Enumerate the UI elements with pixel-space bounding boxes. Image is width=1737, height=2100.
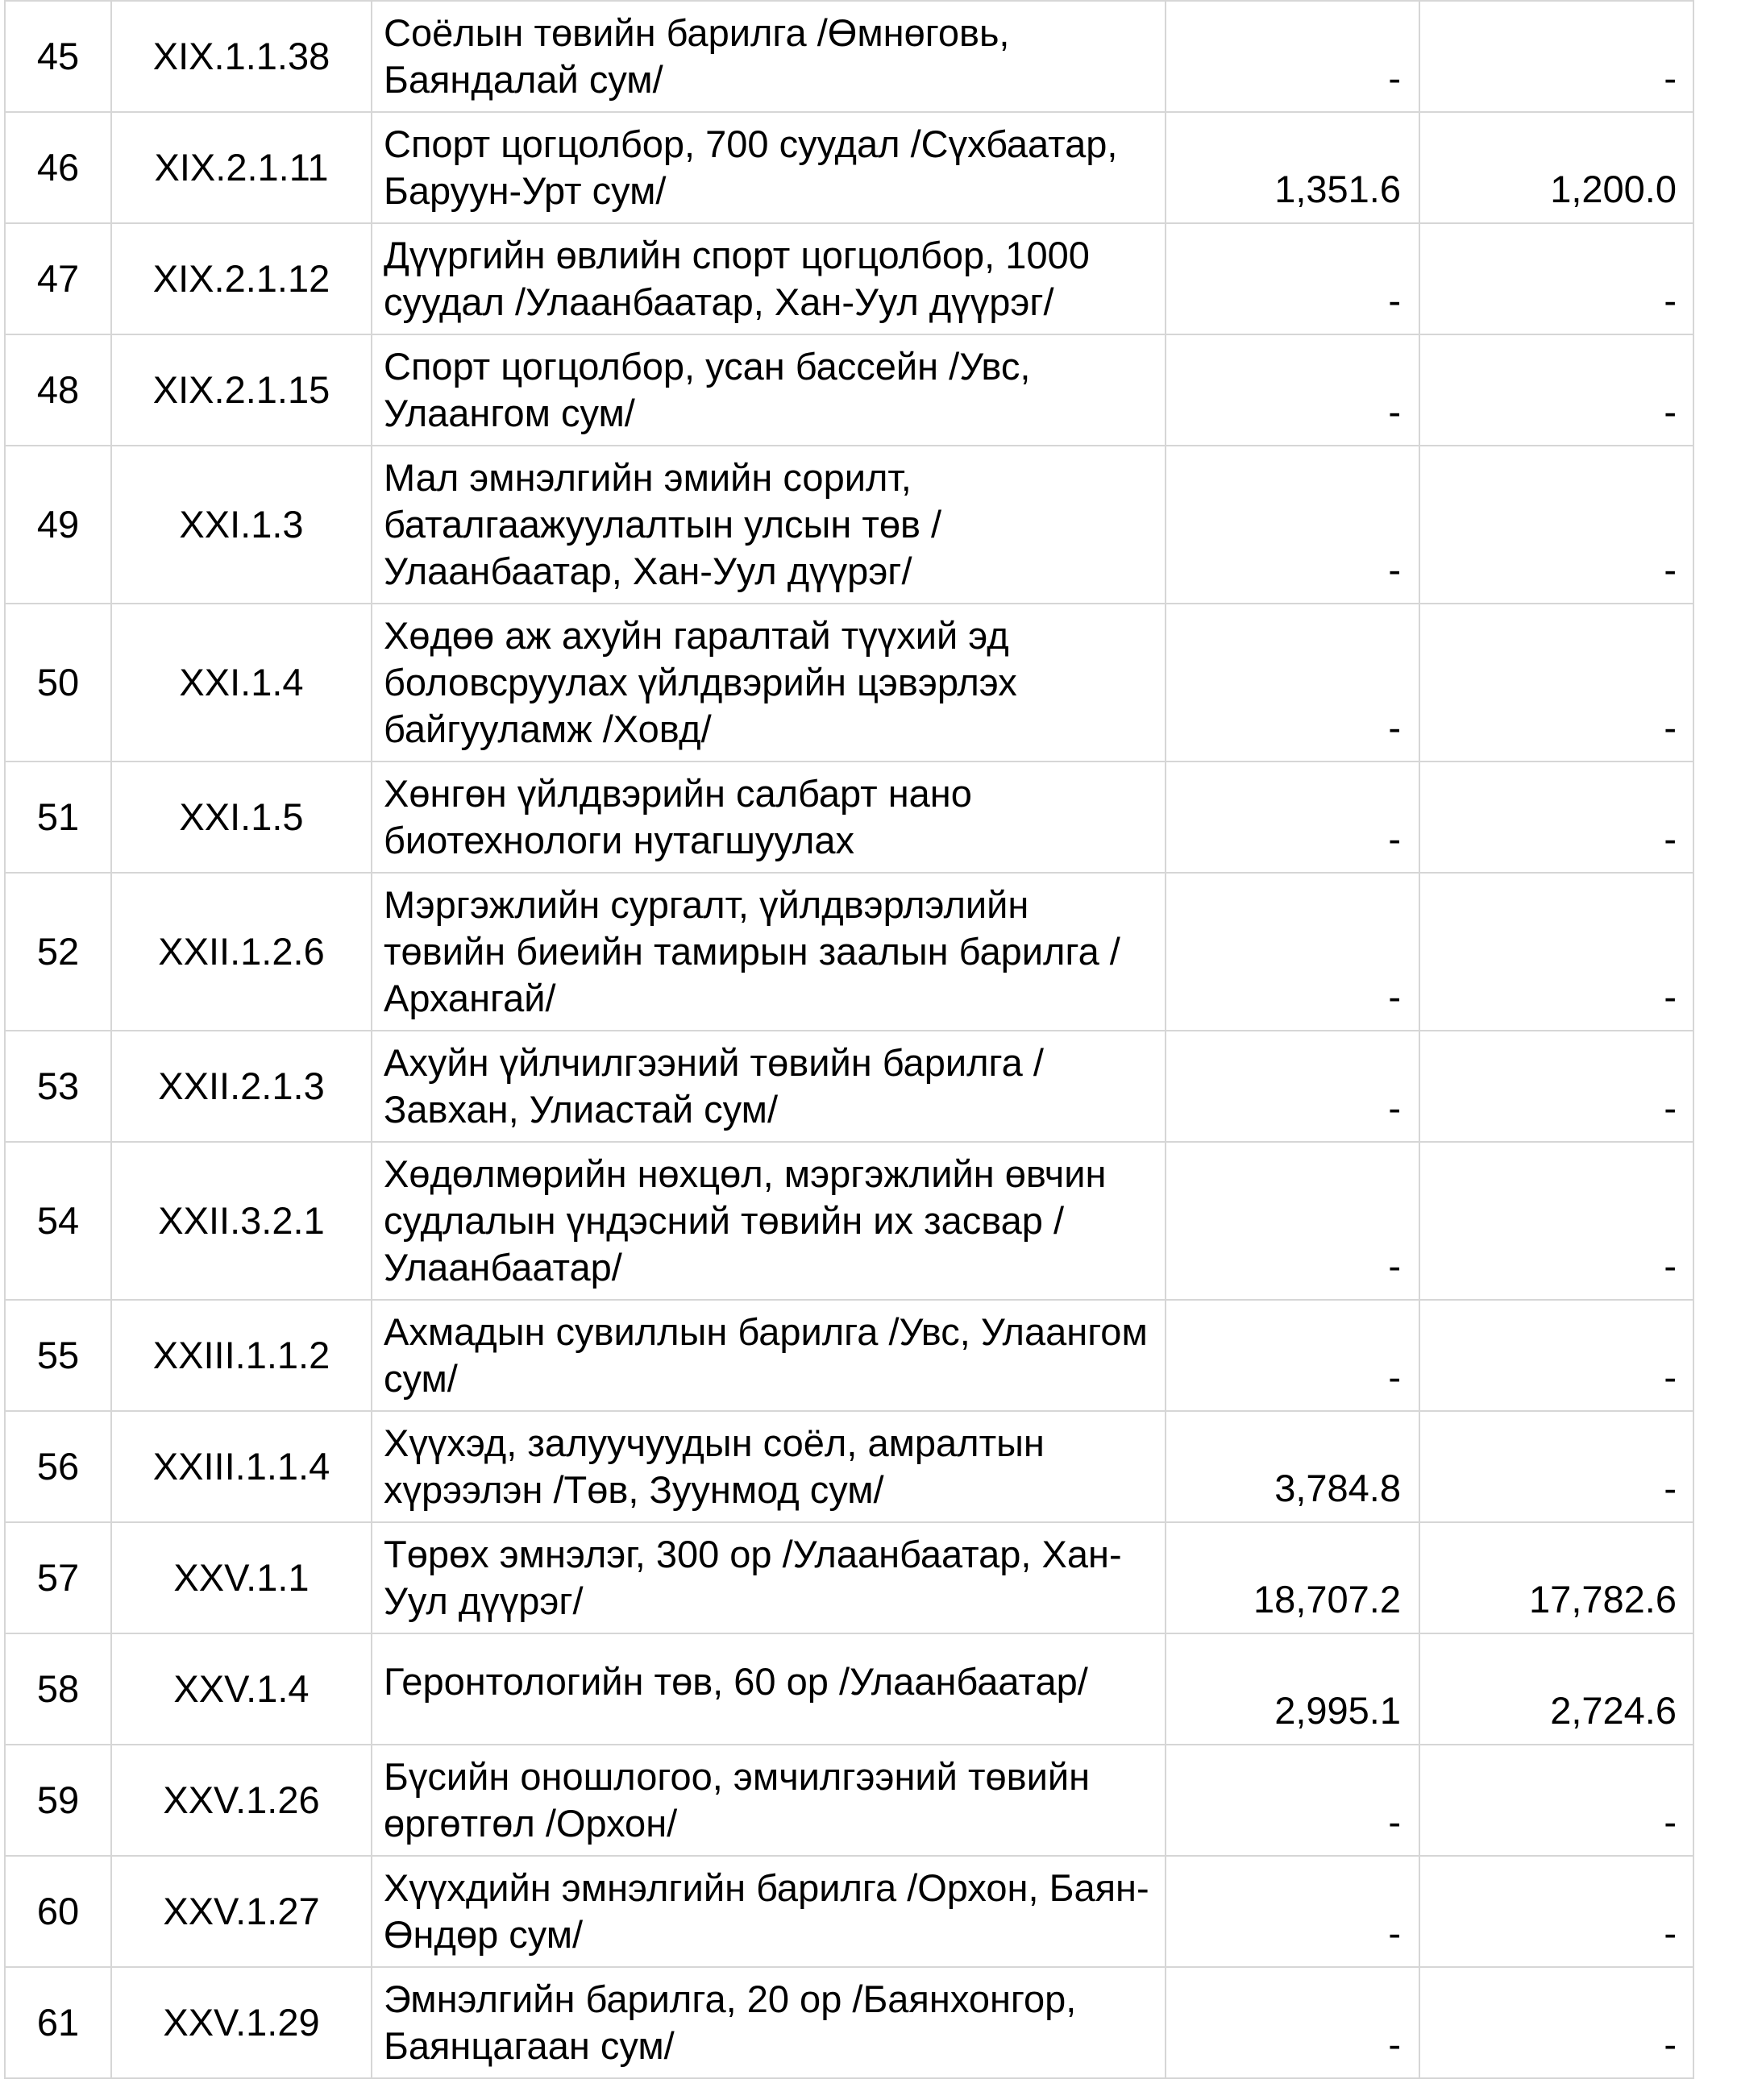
row-number: 55 (5, 1300, 111, 1411)
amount-col-1: - (1166, 223, 1419, 334)
table-row (5, 223, 1693, 334)
table-row (5, 762, 1693, 873)
row-number: 54 (5, 1142, 111, 1300)
budget-table (4, 0, 1694, 2079)
project-name: Спорт цогцолбор, 700 суудал /Сүхбаатар, Баруун-Урт сум/ (372, 112, 1166, 223)
row-number: 51 (5, 762, 111, 873)
amount-col-1: - (1166, 762, 1419, 873)
amount-col-1: 18,707.2 (1166, 1522, 1419, 1633)
row-number: 58 (5, 1633, 111, 1745)
project-name: Хүүхдийн эмнэлгийн барилга /Орхон, Баян-Өндөр сум/ (372, 1856, 1166, 1967)
table-row (5, 1031, 1693, 1142)
program-code: XXIII.1.1.2 (111, 1300, 372, 1411)
amount-col-1: - (1166, 446, 1419, 604)
row-number: 56 (5, 1411, 111, 1522)
program-code: XIX.2.1.11 (111, 112, 372, 223)
amount-col-1: - (1166, 1, 1419, 112)
table-row (5, 112, 1693, 223)
project-name: Дүүргийн өвлийн спорт цогцолбор, 1000 суудал /Улаанбаатар, Хан-Уул дүүрэг/ (372, 223, 1166, 334)
amount-col-2: - (1419, 1031, 1693, 1142)
amount-col-2: - (1419, 762, 1693, 873)
amount-col-2: - (1419, 1142, 1693, 1300)
table-row (5, 1142, 1693, 1300)
amount-col-2: - (1419, 1300, 1693, 1411)
amount-col-1: - (1166, 334, 1419, 446)
amount-col-2: - (1419, 1745, 1693, 1856)
program-code: XIX.2.1.12 (111, 223, 372, 334)
amount-col-2: - (1419, 223, 1693, 334)
project-name: Соёлын төвийн барилга /Өмнөговь, Баяндалай сум/ (372, 1, 1166, 112)
project-name: Ахуйн үйлчилгээний төвийн барилга /Завхан, Улиастай сум/ (372, 1031, 1166, 1142)
amount-col-1: 2,995.1 (1166, 1633, 1419, 1745)
program-code: XXV.1.27 (111, 1856, 372, 1967)
project-name: Ахмадын сувиллын барилга /Увс, Улаангом сум/ (372, 1300, 1166, 1411)
row-number: 50 (5, 604, 111, 762)
program-code: XXV.1.26 (111, 1745, 372, 1856)
row-number: 57 (5, 1522, 111, 1633)
amount-col-2: - (1419, 873, 1693, 1031)
amount-col-2: 1,200.0 (1419, 112, 1693, 223)
project-name: Спорт цогцолбор, усан бассейн /Увс, Улаангом сум/ (372, 334, 1166, 446)
amount-col-2: 2,724.6 (1419, 1633, 1693, 1745)
program-code: XIX.1.1.38 (111, 1, 372, 112)
program-code: XXII.3.2.1 (111, 1142, 372, 1300)
project-name: Бүсийн оношлогоо, эмчилгээний төвийн өргөтгөл /Орхон/ (372, 1745, 1166, 1856)
row-number: 49 (5, 446, 111, 604)
table-row (5, 1745, 1693, 1856)
table-row (5, 873, 1693, 1031)
row-number: 59 (5, 1745, 111, 1856)
table-row (5, 1, 1693, 112)
project-name: Мал эмнэлгийн эмийн сорилт, баталгаажуулалтын улсын төв /Улаанбаатар, Хан-Уул дүүрэг/ (372, 446, 1166, 604)
table-row (5, 1967, 1693, 2078)
amount-col-1: - (1166, 1856, 1419, 1967)
program-code: XXIII.1.1.4 (111, 1411, 372, 1522)
row-number: 45 (5, 1, 111, 112)
program-code: XIX.2.1.15 (111, 334, 372, 446)
table-row (5, 1300, 1693, 1411)
table-row (5, 1633, 1693, 1745)
amount-col-1: 1,351.6 (1166, 112, 1419, 223)
amount-col-2: 17,782.6 (1419, 1522, 1693, 1633)
row-number: 52 (5, 873, 111, 1031)
row-number: 47 (5, 223, 111, 334)
project-name: Хүүхэд, залуучуудын соёл, амралтын хүрээлэн /Төв, Зуунмод сум/ (372, 1411, 1166, 1522)
table-row (5, 334, 1693, 446)
program-code: XXI.1.4 (111, 604, 372, 762)
project-name: Хөдөлмөрийн нөхцөл, мэргэжлийн өвчин судлалын үндэсний төвийн их засвар /Улаанбаатар/ (372, 1142, 1166, 1300)
amount-col-2: - (1419, 446, 1693, 604)
project-name: Хөнгөн үйлдвэрийн салбарт нано биотехнологи нутагшуулах (372, 762, 1166, 873)
table-row (5, 1522, 1693, 1633)
amount-col-1: 3,784.8 (1166, 1411, 1419, 1522)
row-number: 46 (5, 112, 111, 223)
row-number: 61 (5, 1967, 111, 2078)
program-code: XXV.1.29 (111, 1967, 372, 2078)
amount-col-1: - (1166, 1300, 1419, 1411)
amount-col-1: - (1166, 604, 1419, 762)
program-code: XXI.1.5 (111, 762, 372, 873)
project-name: Хөдөө аж ахуйн гаралтай түүхий эд боловсруулах үйлдвэрийн цэвэрлэх байгууламж /Ховд/ (372, 604, 1166, 762)
amount-col-2: - (1419, 604, 1693, 762)
table-row (5, 1411, 1693, 1522)
table-row (5, 1856, 1693, 1967)
program-code: XXV.1.4 (111, 1633, 372, 1745)
project-name: Эмнэлгийн барилга, 20 ор /Баянхонгор, Баянцагаан сум/ (372, 1967, 1166, 2078)
amount-col-2: - (1419, 1967, 1693, 2078)
amount-col-2: - (1419, 334, 1693, 446)
amount-col-1: - (1166, 1142, 1419, 1300)
project-name: Мэргэжлийн сургалт, үйлдвэрлэлийн төвийн биеийн тамирын заалын барилга /Архангай/ (372, 873, 1166, 1031)
amount-col-2: - (1419, 1, 1693, 112)
row-number: 53 (5, 1031, 111, 1142)
project-name: Төрөх эмнэлэг, 300 ор /Улаанбаатар, Хан-Уул дүүрэг/ (372, 1522, 1166, 1633)
program-code: XXI.1.3 (111, 446, 372, 604)
program-code: XXII.2.1.3 (111, 1031, 372, 1142)
table-row (5, 604, 1693, 762)
amount-col-1: - (1166, 1031, 1419, 1142)
amount-col-2: - (1419, 1856, 1693, 1967)
amount-col-1: - (1166, 1745, 1419, 1856)
project-name: Геронтологийн төв, 60 ор /Улаанбаатар/ (372, 1633, 1166, 1745)
amount-col-2: - (1419, 1411, 1693, 1522)
row-number: 60 (5, 1856, 111, 1967)
program-code: XXII.1.2.6 (111, 873, 372, 1031)
amount-col-1: - (1166, 873, 1419, 1031)
row-number: 48 (5, 334, 111, 446)
program-code: XXV.1.1 (111, 1522, 372, 1633)
table-row (5, 446, 1693, 604)
amount-col-1: - (1166, 1967, 1419, 2078)
